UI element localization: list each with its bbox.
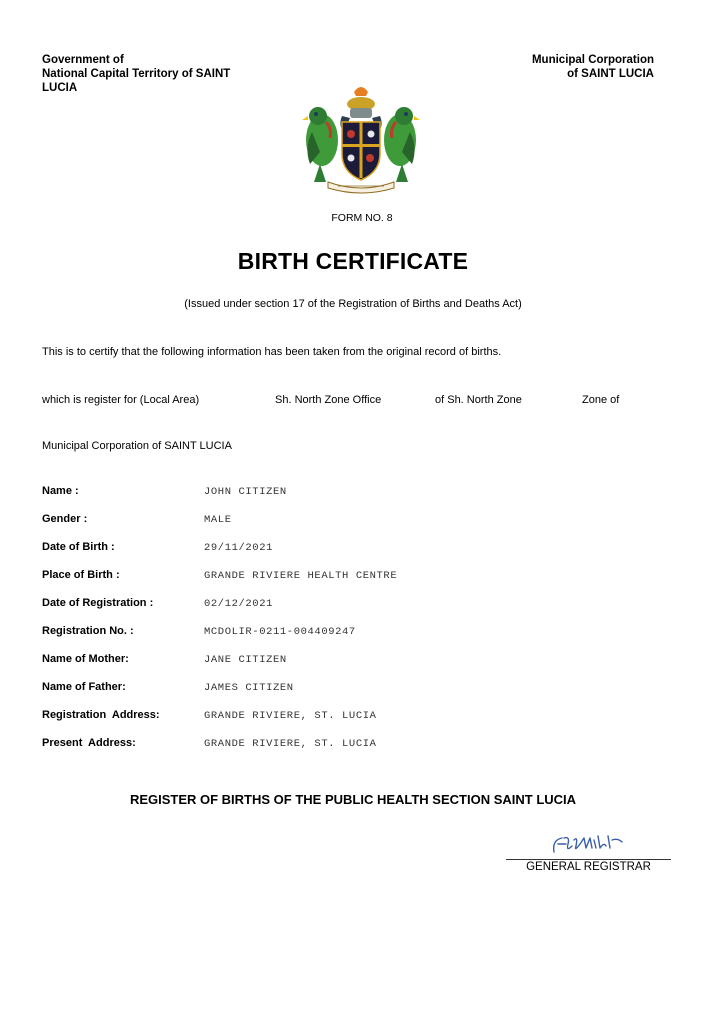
field-value-registration-no: MCDOLIR-0211-004409247: [204, 626, 356, 638]
local-area-prefix: which is register for (Local Area): [42, 394, 200, 406]
document-subtitle: (Issued under section 17 of the Registration of Births and Deaths Act): [184, 298, 522, 310]
parrot-left: [302, 107, 338, 182]
local-area-suffix: Zone of: [582, 394, 620, 406]
issuer-government: [42, 53, 272, 95]
local-area-line: [42, 394, 682, 408]
signature-line: [506, 859, 671, 860]
field-value-date-of-registration: 02/12/2021: [204, 598, 274, 610]
field-value-registration-address: GRANDE RIVIERE, ST. LUCIA: [204, 710, 377, 722]
field-label-father: Name of Father:: [42, 681, 126, 693]
document-title: BIRTH CERTIFICATE: [237, 248, 469, 274]
municipal-statement: Municipal Corporation of SAINT LUCIA: [42, 440, 232, 452]
issuer-line-2: National Capital Territory of SAINT: [42, 68, 231, 80]
local-area-zone: of Sh. North Zone: [435, 394, 522, 406]
register-footer: REGISTER OF BIRTHS OF THE PUBLIC HEALTH SECTION SAINT LUCIA: [129, 792, 577, 807]
field-value-date-of-birth: 29/11/2021: [204, 542, 274, 554]
form-number: FORM NO. 8: [331, 212, 393, 224]
field-label-registration-no: Registration No. :: [42, 625, 134, 637]
municipal-line-1: Municipal Corporation: [531, 54, 654, 66]
coat-of-arms-icon: [298, 82, 424, 194]
signature-icon: [548, 832, 628, 858]
issuer-municipal: [414, 53, 654, 81]
field-label-present-address: Present Address:: [42, 737, 136, 749]
registrar-title: GENERAL REGISTRAR: [526, 861, 651, 873]
field-value-mother: JANE CITIZEN: [204, 654, 287, 666]
parrot-right: [384, 107, 420, 182]
certify-statement: This is to certify that the following information has been taken from the original record of births.: [42, 346, 502, 358]
field-value-present-address: GRANDE RIVIERE, ST. LUCIA: [204, 738, 377, 750]
field-label-place-of-birth: Place of Birth :: [42, 569, 120, 581]
municipal-line-2: of SAINT LUCIA: [567, 68, 654, 80]
field-label-date-of-birth: Date of Birth :: [42, 541, 115, 553]
field-value-name: JOHN CITIZEN: [204, 486, 287, 498]
issuer-line-1: Government of: [42, 54, 124, 66]
field-label-registration-address: Registration Address:: [42, 709, 160, 721]
field-label-name: Name :: [42, 485, 79, 497]
field-label-gender: Gender :: [42, 513, 88, 525]
issuer-line-3: LUCIA: [42, 82, 78, 94]
local-area-office: Sh. North Zone Office: [275, 394, 382, 406]
field-value-place-of-birth: GRANDE RIVIERE HEALTH CENTRE: [204, 570, 398, 582]
field-label-mother: Name of Mother:: [42, 653, 129, 665]
field-value-father: JAMES CITIZEN: [204, 682, 294, 694]
field-label-date-of-registration: Date of Registration :: [42, 597, 154, 609]
field-value-gender: MALE: [204, 514, 232, 526]
